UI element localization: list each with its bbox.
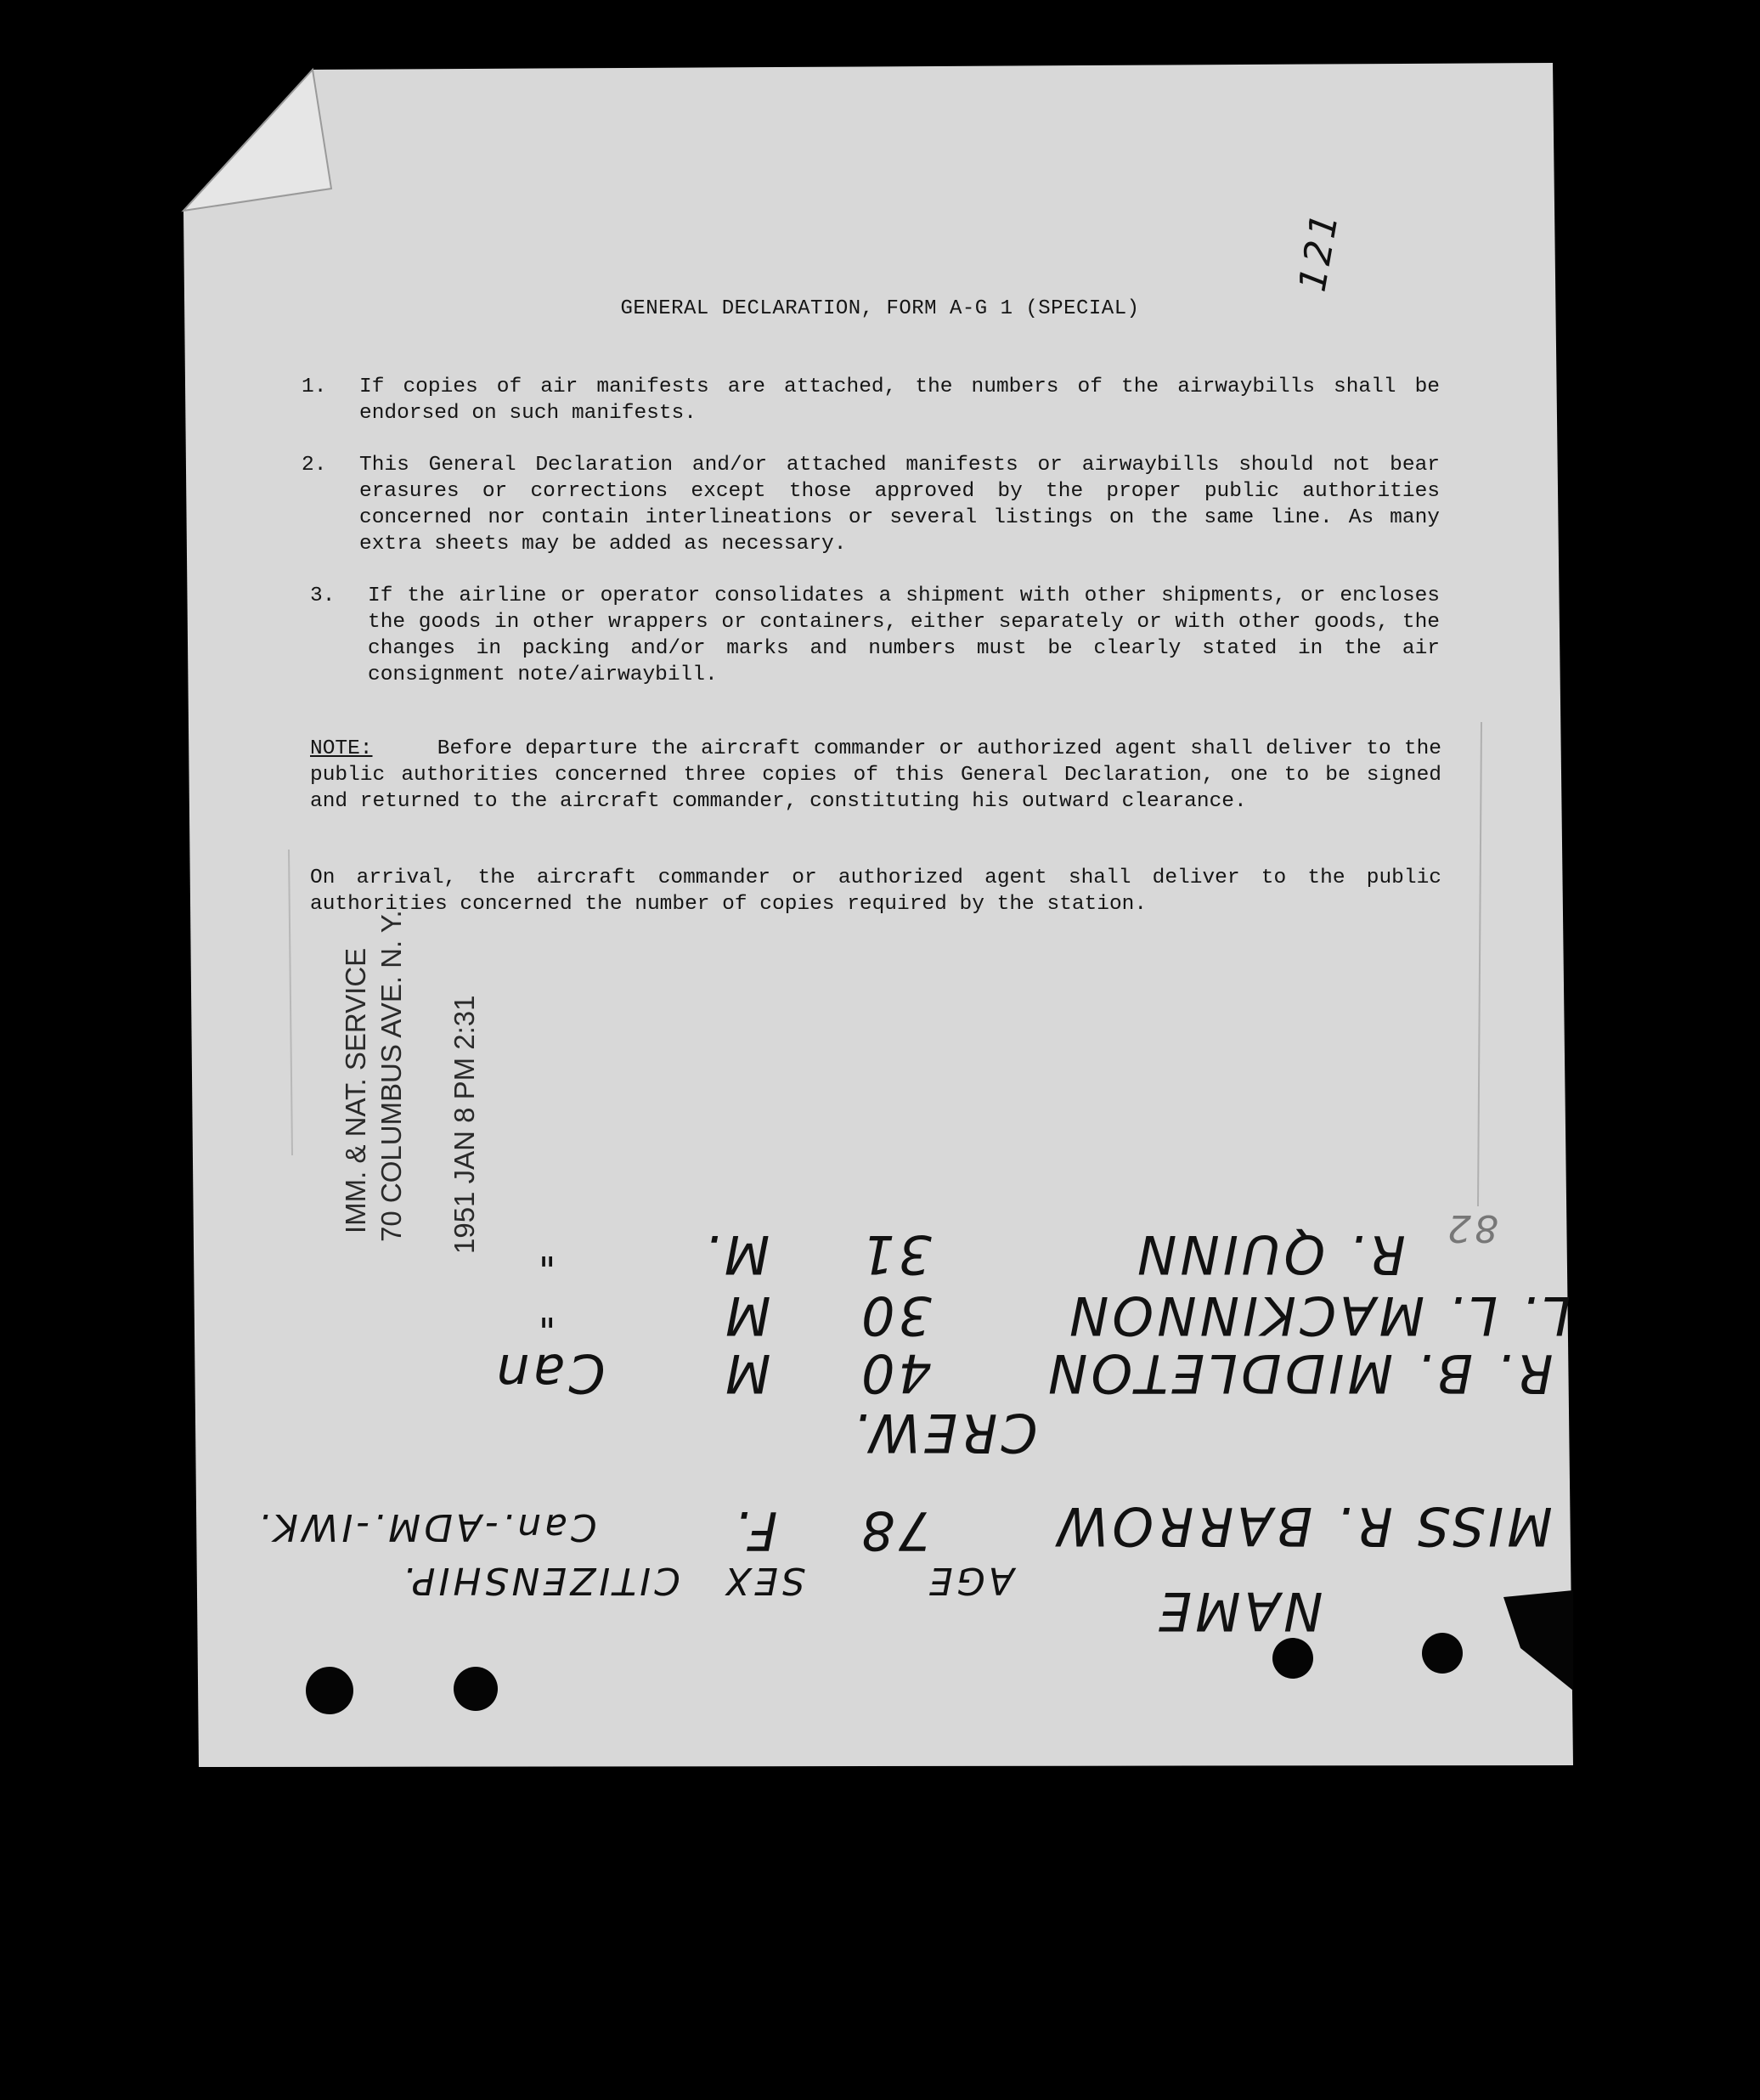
crew-age-3: 31	[858, 1223, 932, 1285]
note-text: Before departure the aircraft commander or authorized agent shall deliver to the public authorities concerned three copies of this General Declaration, one to be signed and returned to the aircraft commander, constituting his outward clearance.	[310, 737, 1441, 813]
crew-citizenship-3: "	[535, 1230, 556, 1273]
crew-sex-3: M.	[701, 1223, 770, 1285]
instruction-number: 1.	[302, 375, 327, 398]
side-number: 82	[1444, 1206, 1498, 1250]
passenger-sex: F.	[731, 1499, 778, 1561]
arrival-paragraph: On arrival, the aircraft commander or authorized agent shall deliver to the public authorities concerned the number of copies required by the station.	[310, 867, 1441, 916]
passenger-citizenship: Can.-ADM.-IWK.	[255, 1505, 597, 1549]
crew-sex-1: M	[722, 1342, 771, 1404]
instruction-item	[310, 583, 1440, 688]
stamp-line-address: 70 COLUMBUS AVE. N. Y.	[375, 910, 407, 1242]
instruction-item	[302, 374, 1440, 426]
crew-citizenship-1: Can	[493, 1342, 606, 1404]
header-citizenship: CITIZENSHIP.	[399, 1559, 680, 1602]
header-name: NAME	[1155, 1580, 1323, 1642]
crew-label: CREW.	[849, 1402, 1038, 1464]
instruction-text: If the airline or operator consolidates a shipment with other shipments, or encloses the goods in other wrappers or containers, either separately or with other goods, the changes in packing and/or marks and numbers must be clearly stated in the air consignment note/airwaybill.	[368, 584, 1440, 686]
stamp-date-time: 1951 JAN 8 PM 2:31	[448, 995, 480, 1254]
instruction-number: 2.	[302, 454, 327, 477]
note-label: NOTE:	[310, 737, 373, 760]
punch-hole	[1422, 1633, 1463, 1674]
header-sex: SEX	[722, 1559, 805, 1602]
folded-corner	[183, 70, 331, 211]
crew-name-1: R. B. MIDDLETON	[1045, 1342, 1554, 1404]
crew-citizenship-2: "	[535, 1291, 556, 1335]
instruction-text: If copies of air manifests are attached, the numbers of the airwaybills shall be endorsed on such manifests.	[359, 375, 1440, 425]
crew-sex-2: M	[722, 1284, 771, 1346]
crew-age-2: 30	[858, 1284, 932, 1346]
crew-name-3: R. QUINN	[1134, 1223, 1406, 1285]
instruction-number: 3.	[310, 584, 336, 607]
instruction-text: This General Declaration and/or attached manifests or airwaybills should not bear erasures or corrections except those approved by the proper public authorities concerned nor contain interlineations or several listings on the same line. As many extra sheets may be added as necessary.	[359, 454, 1440, 556]
stamp-line-service: IMM. & NAT. SERVICE	[340, 947, 371, 1233]
passenger-name: MISS R. BARROW	[1053, 1495, 1553, 1557]
punch-hole	[306, 1667, 353, 1714]
passenger-age: 78	[858, 1499, 932, 1561]
header-age: AGE	[926, 1559, 1014, 1602]
note-paragraph	[310, 736, 1441, 815]
punch-hole	[1272, 1638, 1313, 1679]
crew-age-1: 40	[858, 1342, 932, 1404]
punch-hole	[454, 1667, 498, 1711]
crew-name-2: L. L. MACKINNON	[1066, 1284, 1571, 1346]
page-title: GENERAL DECLARATION, FORM A-G 1 (SPECIAL)	[620, 297, 1140, 320]
corner-mark: 121	[1290, 206, 1348, 296]
instruction-item	[302, 452, 1440, 557]
